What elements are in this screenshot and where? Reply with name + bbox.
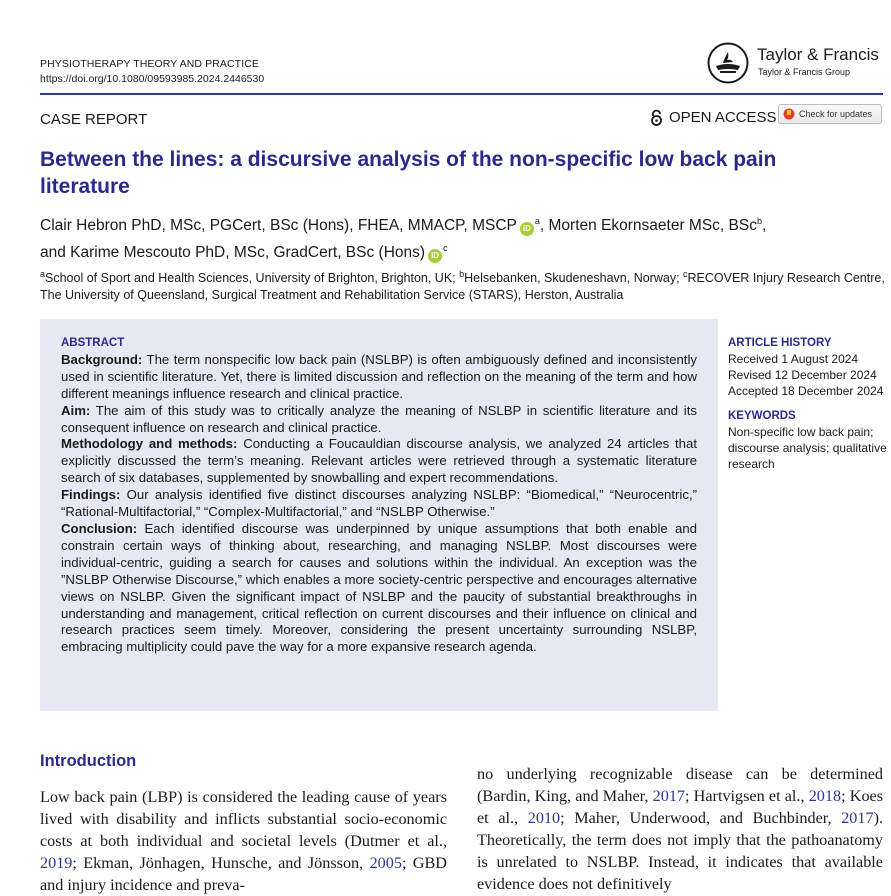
author-mescouto[interactable]: and Karime Mescouto PhD, MSc, GradCert, BSc (Hons) [40,244,426,262]
affiliation-marker: c [683,269,688,279]
citation-link[interactable]: 2018 [808,787,842,805]
keywords-list: Non-specific low back pain; discourse analysis; qualitative research [728,425,887,471]
affiliation-marker: b [756,216,762,226]
article-type: CASE REPORT [40,111,148,128]
abstract-label: Background: [61,351,143,367]
check-updates-label: Check for updates [799,109,873,119]
keywords-heading: KEYWORDS [728,410,796,422]
journal-name: PHYSIOTHERAPY THEORY AND PRACTICE [40,58,259,70]
body-text: ). Theoretically, the term does not imply that the pathoanatomy is unrelated to NSLBP. Instead, it indicates that available evidence does not definitively [477,809,883,893]
doi-link[interactable]: https://doi.org/10.1080/09593985.2024.2446530 [40,73,265,85]
abstract-text: The aim of this study was to critically analyze the meaning of NSLBP in scientific literature and its consequent influence on research and clinical practice. [61,402,697,435]
affiliations [40,266,885,304]
affiliation-marker: b [459,269,465,279]
abstract-label: Findings: [61,487,121,503]
abstract [61,335,697,656]
section-heading-introduction: Introduction [40,752,137,770]
header-divider [40,93,883,95]
article-title: Between the lines: a discursive analysis of the non-specific low back pain literature [40,148,777,198]
citation-link[interactable]: 2010 [527,809,561,827]
crossmark-icon [783,108,795,120]
affiliation-a: School of Sport and Health Sciences, University of Brighton, Brighton, UK; [45,271,460,286]
abstract-text: Our analysis identified five distinct discourses analyzing NSLBP: “Biomedical,” “Neurocentric,” “Rational-Multifactorial,” “Complex-Multifactorial,” and “NSLBP Otherwise.” [61,487,697,520]
orcid-icon[interactable]: iD [428,249,442,263]
abstract-label: Conclusion: [61,520,138,536]
publisher-group: Taylor & Francis Group [758,67,851,77]
abstract-background [61,352,697,403]
body-text: Low back pain (LBP) is considered the leading cause of years lived with disability and inflicts substantial socio-economic costs at both individual and societal levels (Dutmer et al., [40,788,447,850]
citation-link[interactable]: 2017 [841,809,874,827]
abstract-findings [61,487,697,521]
citation-link[interactable]: 2017 [652,787,686,805]
open-access-badge [650,109,777,126]
body-text: ; Hartvigsen et al., [685,787,809,805]
body-text: ; Koes et al., [477,787,884,827]
affiliation-marker: a [534,216,540,226]
received-date: Received 1 August 2024 [728,352,859,366]
body-text: no underlying recognizable disease can be determined (Bardin, King, and Maher, [477,765,883,805]
author-list [40,210,870,264]
author-separator: , [761,217,767,235]
abstract-aim [61,403,697,437]
abstract-label: Aim: [61,402,91,418]
check-for-updates-button[interactable] [778,104,882,124]
publisher-name: Taylor & Francis [757,45,879,64]
author-ekornsaeter[interactable]: , Morten Ekornsaeter MSc, BSc [539,217,757,235]
abstract-text: The term nonspecific low back pain (NSLBP) is often ambiguously defined and inconsistently used in scientific literature. Yet, there is limited discussion and reflection on the meaning of the term and how different meanings influence research and clinical practice. [61,351,697,401]
body-text: ; GBD and injury incidence and preva- [40,854,447,894]
author-hebron[interactable]: Clair Hebron PhD, MSc, PGCert, BSc (Hons), FHEA, MMACP, MSCP [40,217,517,235]
citation-link[interactable]: 2005 [369,854,402,872]
affiliation-marker: a [40,269,46,279]
abstract-methods [61,436,697,487]
affiliation-c: RECOVER Injury Research Centre, The University of Queensland, Surgical Treatment and Rehabilitation Service (STARS), Herston, Australia [40,271,885,303]
body-text: ; Maher, Underwood, and Buchbinder, [560,809,842,827]
body-text: ; Ekman, Jönhagen, Hunsche, and Jönsson, [72,854,370,872]
body-column-left [40,786,447,896]
publisher-logo-icon[interactable] [707,42,749,84]
affiliation-marker: c [443,243,448,254]
article-history-heading: ARTICLE HISTORY [728,337,832,349]
abstract-text: Conducting a Foucauldian discourse analysis, we analyzed 24 articles that explicitly discussed the term’s meaning. Relevant articles were retrieved through a systematic literature search of six databases, supplemented by snowballing and expert recommendations. [61,436,697,486]
open-lock-icon [650,109,663,126]
abstract-heading: ABSTRACT [61,337,125,349]
orcid-icon[interactable]: iD [520,222,534,236]
abstract-conclusion [61,521,697,656]
citation-link[interactable]: 2019 [40,854,73,872]
open-access-label: OPEN ACCESS [669,109,777,126]
article-sidebar [728,335,888,472]
accepted-date: Accepted 18 December 2024 [728,384,884,398]
abstract-text: Each identified discourse was underpinned by unique assumptions that both enable and constrain certain ways of thinking about, researching, and managing NSLBP. Most discourses were individual-centric, guiding a search for causes and solutions within the individual. An exception was the ”NSLBP Otherwise Discourse,” which enables a more society-centric perspective and encourages alternative views on NSLBP. Given the significant impact of NSLBP and the paucity of substantial breakthroughs in understanding and management, critical reflection on current discourses and their influence on clinical and research practices seem timely. Moreover, considering the present uncertainty surrounding NSLBP, embracing multiplicity could pave the way for a more expansive research agenda. [61,520,697,655]
abstract-label: Methodology and methods: [61,436,238,452]
revised-date: Revised 12 December 2024 [728,368,877,382]
affiliation-b: Helsebanken, Skudeneshavn, Norway; [464,271,684,286]
body-column-right [477,763,883,895]
